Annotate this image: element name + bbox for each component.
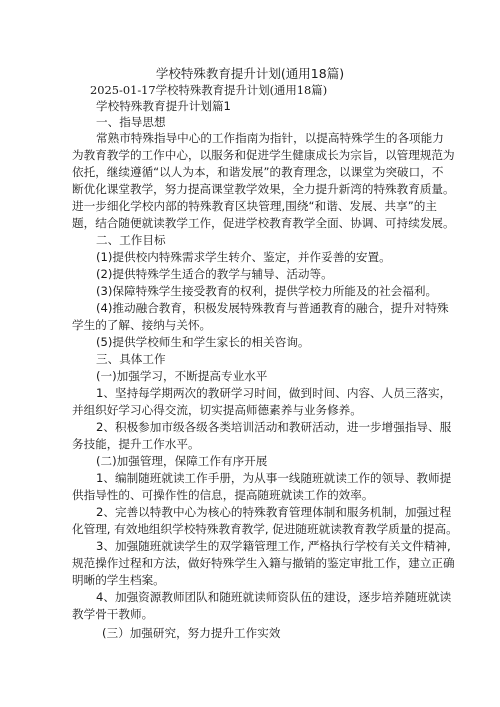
- heading-work-goals: 二、工作目标: [96, 233, 166, 247]
- paragraph-line: 4、加强资源教师团队和随班就读师资队伍的建设，逐步培养随班就读: [96, 590, 452, 604]
- paragraph-line: 规范操作过程和方法，做好特殊学生入籍与撤销的鉴定审批工作，建立正确: [72, 556, 455, 570]
- paragraph-line: 3、加强随班就读学生的双学籍管理工作, 严格执行学校有关文件精神,: [96, 539, 451, 553]
- heading-guiding-thought: 一、指导思想: [96, 115, 166, 129]
- goal-item-continued: 学生的了解、接纳与关怀。: [72, 318, 212, 332]
- paragraph-line: 并组织好学习心得交流，切实提高师德素养与业务修养。: [72, 403, 362, 417]
- paragraph-line: 1、坚持每学期两次的教研学习时间，做到时间、内容、人员三落实，: [96, 386, 452, 400]
- subheading: (一)加强学习，不断提高专业水平: [96, 369, 268, 383]
- section-subtitle: 学校特殊教育提升计划篇1: [96, 99, 231, 113]
- subheading: (三）加强研究，努力提升工作实效: [102, 626, 281, 640]
- goal-item: (4)推动融合教育，积极发展特殊教育与普通教育的融合，提升对特殊: [96, 301, 449, 315]
- paragraph-line: 1、编制随班就读工作手册，为从事一线随班就读工作的领导、教师提: [96, 471, 452, 485]
- subheading: (二)加强管理，保障工作有序开展: [96, 454, 268, 468]
- goal-item: (1)提供校内特殊需求学生转介、鉴定，并作妥善的安置。: [96, 250, 391, 264]
- date-line: 2025-01-17学校特殊教育提升计划(通用18篇): [90, 83, 328, 97]
- paragraph-line: 务技能，提升工作水平。: [72, 437, 200, 451]
- paragraph-line: 化管理, 有效地组织学校特殊教育教学, 促进随班就读教育教学质量的提高。: [72, 522, 458, 536]
- paragraph-line: 教学骨干教师。: [72, 607, 154, 621]
- paragraph-line: 2、积极参加市级各级各类培训活动和教研活动，进一步增强指导、服: [96, 420, 452, 434]
- paragraph-line: 常熟市特殊指导中心的工作指南为指针，以提高特殊学生的各项能力: [96, 131, 444, 145]
- goal-item: (2)提供特殊学生适合的教学与辅导、活动等。: [96, 267, 333, 281]
- goal-item: (3)保障特殊学生接受教育的权利，提供学校力所能及的社会福利。: [96, 284, 438, 298]
- paragraph-line: 为教育教学的工作中心，以服务和促进学生健康成长为宗旨，以管理规范为: [72, 148, 455, 162]
- heading-specific-work: 三、具体工作: [96, 352, 166, 366]
- paragraph-line: 供指导性的、可操作性的信息，提高随班就读工作的效率。: [72, 488, 374, 502]
- paragraph-line: 明晰的学生档案。: [72, 573, 165, 587]
- paragraph-line: 断优化课堂教学，努力提高课堂教学效果，全力提升新湾的特殊教育质量。: [72, 182, 455, 196]
- goal-item: (5)提供学校师生和学生家长的相关咨询。: [96, 335, 310, 349]
- document-title: 学校特殊教育提升计划(通用18篇): [155, 66, 345, 81]
- paragraph-line: 题，结合随便就读教学工作，促进学校教育教学全面、协调、可持续发展。: [72, 216, 455, 230]
- paragraph-line: 2、完善以特教中心为核心的特殊教育管理体制和服务机制，加强过程: [96, 505, 452, 519]
- paragraph-line: 进一步细化学校内部的特殊教育区块管理,围绕“和谐、发展、共享”的主: [72, 199, 437, 213]
- paragraph-line: 依托，继续遵循“以人为本，和谐发展”的教育理念，以课堂为突破口，不: [72, 165, 444, 179]
